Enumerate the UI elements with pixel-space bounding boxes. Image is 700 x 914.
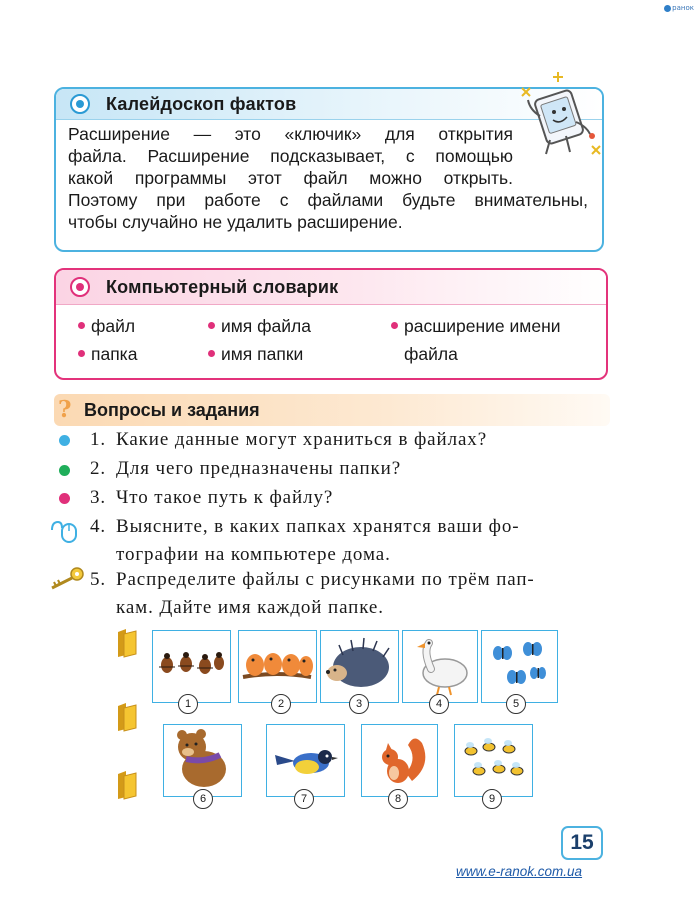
dictionary-box [54, 268, 608, 380]
picture-number: 5 [506, 694, 526, 714]
bear-icon [164, 725, 240, 795]
squirrel-icon [362, 725, 436, 795]
facts-title: Калейдоскоп фактов [106, 94, 297, 114]
bullet-icon [78, 322, 85, 329]
facts-line: Расширение — это «ключик» для открытия [68, 124, 513, 144]
picture-number: 3 [349, 694, 369, 714]
facts-text [68, 123, 588, 233]
page-number: 15 [561, 826, 603, 860]
picture-goose[interactable] [402, 630, 478, 703]
bird-icon [267, 725, 343, 795]
goose-icon [403, 631, 476, 701]
dictionary-title: Компьютерный словарик [106, 277, 339, 297]
level-dot-pink-icon [59, 493, 70, 504]
picture-number: 6 [193, 789, 213, 809]
facts-badge-icon [70, 94, 90, 114]
question-2: 2. Для чего предназначены папки? [90, 458, 402, 479]
bees-icon [455, 725, 531, 795]
picture-bees[interactable] [454, 724, 533, 797]
question-3: 3. Что такое путь к файлу? [90, 487, 334, 508]
key-icon [46, 566, 86, 590]
hedgehog-icon [321, 631, 397, 701]
questions-header [54, 394, 610, 426]
question-1: 1. Какие данные могут храниться в файлах? [90, 429, 488, 450]
picture-number: 8 [388, 789, 408, 809]
birds-on-branch-icon [239, 631, 315, 701]
butterflies-icon [482, 631, 556, 701]
questions-title: Вопросы и задания [84, 400, 260, 420]
picture-bird[interactable] [266, 724, 345, 797]
question-5: 5. Распределите файлы с рисунками по трём пап- кам. Дайте имя каждой папке. [90, 569, 535, 618]
picture-butterflies[interactable] [481, 630, 558, 703]
folder-icon [116, 770, 138, 800]
facts-line: какой программы этот файл можно открыть. [68, 168, 513, 188]
bullet-icon [78, 350, 85, 357]
picture-squirrel[interactable] [361, 724, 438, 797]
level-dot-green-icon [59, 465, 70, 476]
computer-mouse-icon [50, 518, 82, 544]
level-dot-blue-icon [59, 435, 70, 446]
dictionary-badge-icon [70, 277, 90, 297]
beetles-icon [153, 631, 229, 701]
picture-number: 4 [429, 694, 449, 714]
site-url-link[interactable]: www.e-ranok.com.ua [456, 864, 583, 879]
folder-icon [116, 702, 138, 732]
bullet-icon [208, 350, 215, 357]
publisher-logo: ранок [664, 4, 694, 12]
tablet-mascot-icon [512, 70, 608, 166]
bullet-icon [391, 322, 398, 329]
facts-line: файла. Расширение подсказывает, с помощью [68, 146, 513, 166]
picture-birds-on-branch[interactable] [238, 630, 317, 703]
question-mark-icon: ? [58, 396, 72, 423]
dictionary-header [56, 270, 606, 305]
dictionary-term-continued: файла [404, 344, 458, 364]
dictionary-term: файл [78, 316, 135, 337]
facts-line: Поэтому при работе с файлами будьте внимательны, [68, 190, 588, 210]
picture-bear[interactable] [163, 724, 242, 797]
picture-number: 2 [271, 694, 291, 714]
picture-number: 1 [178, 694, 198, 714]
picture-hedgehog[interactable] [320, 630, 399, 703]
dictionary-term: папка [78, 344, 137, 365]
picture-beetles[interactable] [152, 630, 231, 703]
dictionary-term: имя папки [208, 344, 303, 365]
logo-dot-icon [664, 5, 671, 12]
question-4: 4. Выясните, в каких папках хранятся ваши фо- тографии на компьютере дома. [90, 516, 520, 565]
dictionary-term: расширение имени [391, 316, 561, 337]
folder-icon [116, 628, 138, 658]
picture-number: 9 [482, 789, 502, 809]
bullet-icon [208, 322, 215, 329]
picture-number: 7 [294, 789, 314, 809]
facts-line: чтобы случайно не удалить расширение. [68, 212, 403, 232]
dictionary-term: имя файла [208, 316, 311, 337]
